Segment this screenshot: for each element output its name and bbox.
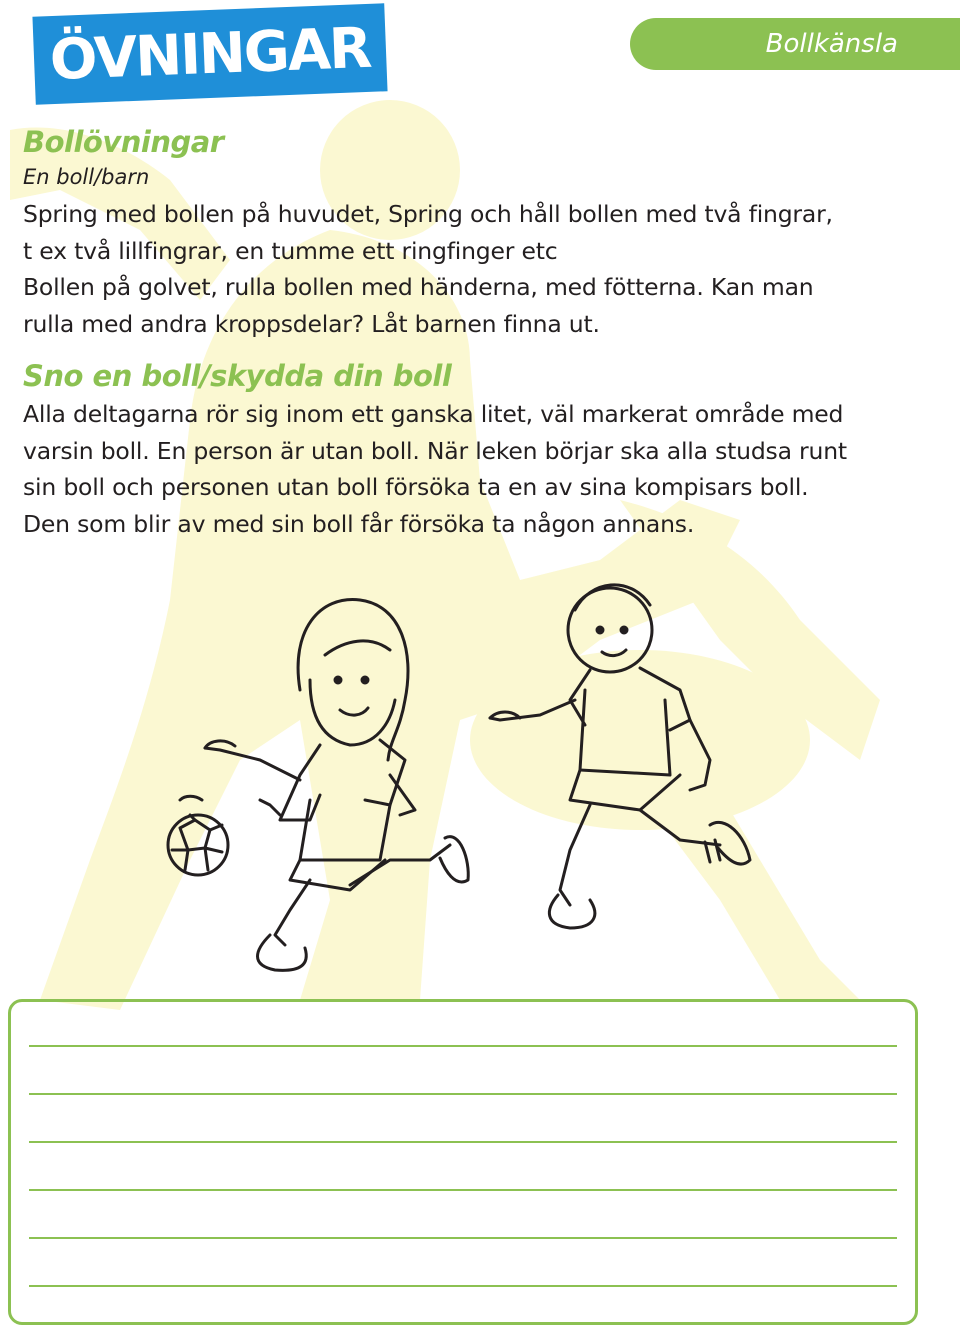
title-banner [32,3,387,104]
category-tab-label: Bollkänsla [765,29,898,59]
writing-line [29,1045,897,1047]
section2-line: Den som blir av med sin boll får försöka ta någon annans. [23,509,695,538]
section2-heading: Sno en boll/skydda din boll [23,359,452,393]
notes-box[interactable] [8,999,918,1325]
section2-line: Alla deltagarna rör sig inom ett ganska litet, väl markerat område med [23,400,844,428]
section1-subheading: En boll/barn [23,165,150,189]
writing-line [29,1237,897,1239]
writing-line [29,1189,897,1191]
writing-line [29,1141,897,1143]
children-playing-football-icon [150,560,790,990]
section1-line: Bollen på golvet, rulla bollen med händerna, med fötterna. Kan man [23,273,814,301]
section1-line: rulla med andra kroppsdelar? Låt barnen finna ut. [23,309,600,338]
section2-line: sin boll och personen utan boll försöka ta en av sina kompisars boll. [23,473,809,501]
main-content [23,122,923,542]
section2-line: varsin boll. En person är utan boll. När leken börjar ska alla studsa runt [23,436,847,465]
section1-line: Spring med bollen på huvudet, Spring och håll bollen med två fingrar, [23,200,833,228]
banner-title: ÖVNINGAR [48,15,372,93]
section1-heading: Bollövningar [23,125,224,159]
writing-line [29,1285,897,1287]
writing-line [29,1093,897,1095]
category-tab [630,18,960,70]
section1-line: t ex två lillfingrar, en tumme ett ringfinger etc [23,236,558,265]
